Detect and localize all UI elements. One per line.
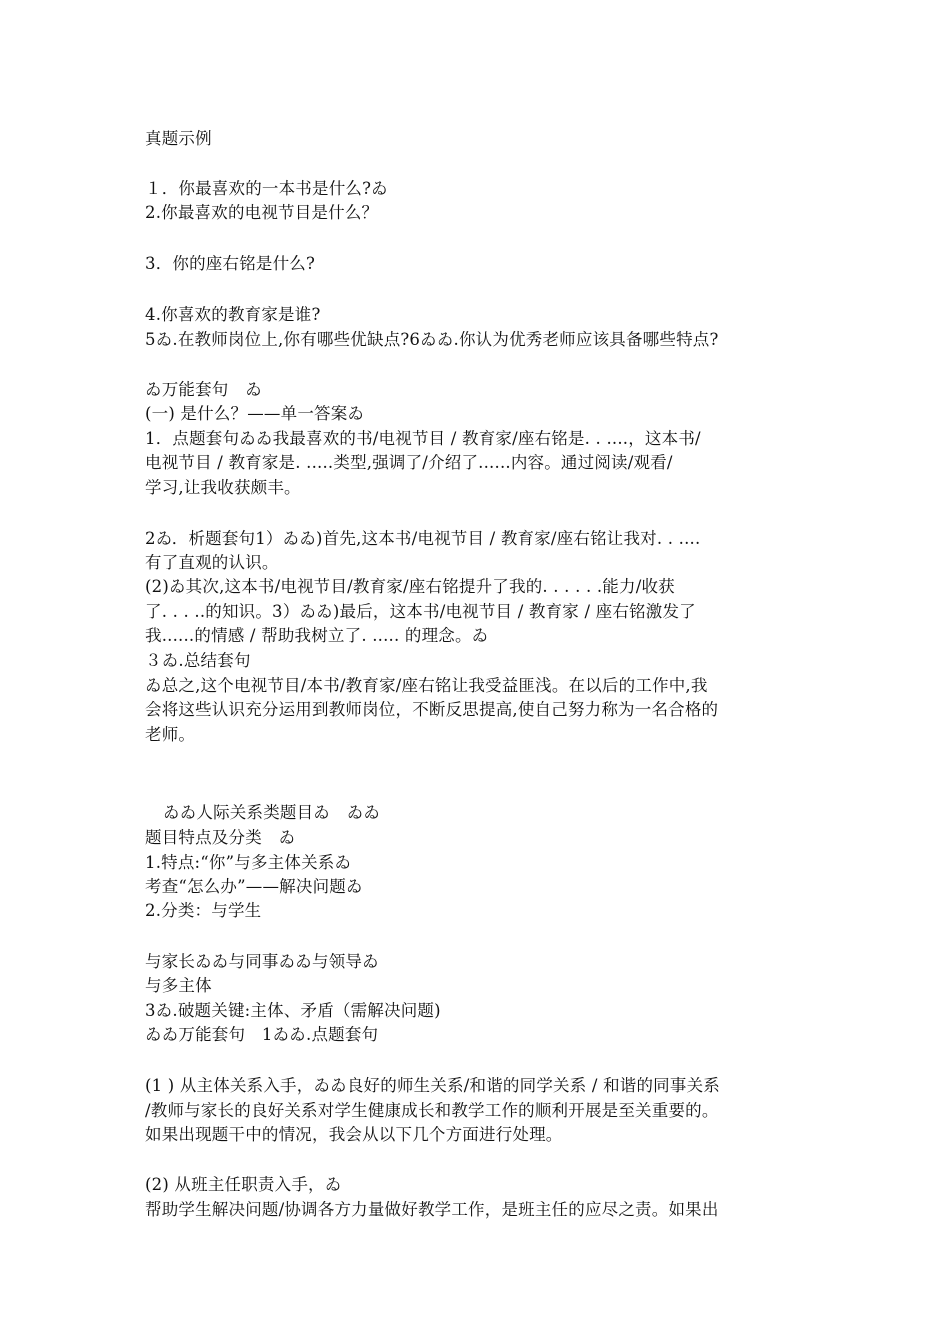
paragraph-line: 帮助学生解决问题/协调各方力量做好教学工作，是班主任的应尽之责。如果出 — [145, 1200, 719, 1219]
paragraph-line: 3ゐ.破题关键:主体、矛盾（需解决问题) — [145, 1001, 441, 1020]
question-4: 4.你喜欢的教育家是谁? — [145, 305, 321, 324]
question-1: １．你最喜欢的一本书是什么?ゐ — [145, 179, 388, 198]
paragraph-line: (1 ) 从主体关系入手，ゐゐ良好的师生关系/和谐的同学关系 / 和谐的同事关系 — [145, 1076, 720, 1095]
paragraph-line: /教师与家长的良好关系对学生健康成长和教学工作的顺利开展是至关重要的。 — [145, 1101, 719, 1120]
paragraph-line: 1.特点:“你”与多主体关系ゐ — [145, 853, 352, 872]
subheading-features: 题目特点及分类 ゐ — [145, 828, 296, 847]
paragraph-line: 我......的情感 / 帮助我树立了. ..... 的理念。ゐ — [145, 626, 489, 645]
subheading-what-is: (一) 是什么？——单一答案ゐ — [145, 404, 365, 423]
subheading-summary: ３ゐ.总结套句 — [145, 651, 251, 670]
paragraph-line: (2)ゐ其次,这本书/电视节目/教育家/座右铭提升了我的. . . . . .能力/收获 — [145, 577, 675, 596]
paragraph-line: 1．点题套句ゐゐ我最喜欢的书/电视节目 / 教育家/座右铭是. . ....，这本书/ — [145, 429, 701, 448]
paragraph-line: 老师。 — [145, 725, 196, 744]
paragraph-line: 如果出现题干中的情况，我会从以下几个方面进行处理。 — [145, 1125, 563, 1144]
paragraph-line: 与家长ゐゐ与同事ゐゐ与领导ゐ — [145, 952, 379, 971]
paragraph-line: 电视节目 / 教育家是. .....类型,强调了/介绍了......内容。通过阅读/观看/ — [145, 453, 673, 472]
paragraph-line: 了. . . ..的知识。3）ゐゐ)最后，这本书/电视节目 / 教育家 / 座右铭激发了 — [145, 602, 696, 621]
paragraph-line: ゐ总之,这个电视节目/本书/教育家/座右铭让我受益匪浅。在以后的工作中,我 — [145, 676, 708, 695]
paragraph-line: 2.分类：与学生 — [145, 901, 262, 920]
heading-interpersonal: ゐゐ人际关系类题目ゐ ゐゐ — [163, 803, 381, 822]
paragraph-line: (2) 从班主任职责入手，ゐ — [145, 1175, 342, 1194]
heading-universal-phrases: ゐ万能套句 ゐ — [145, 380, 262, 399]
question-5-6: 5ゐ.在教师岗位上,你有哪些优缺点?6ゐゐ.你认为优秀老师应该具备哪些特点? — [145, 330, 719, 349]
section-title: 真题示例 — [145, 129, 212, 148]
paragraph-line: 考查“怎么办”——解决问题ゐ — [145, 877, 363, 896]
paragraph-line: 学习,让我收获颇丰。 — [145, 478, 301, 497]
question-2: 2.你最喜欢的电视节目是什么？ — [145, 203, 379, 222]
paragraph-line: 有了直观的认识。 — [145, 553, 279, 572]
paragraph-line: 会将这些认识充分运用到教师岗位，不断反思提高,使自己努力称为一名合格的 — [145, 700, 719, 719]
paragraph-line: ゐゐ万能套句 1ゐゐ.点题套句 — [145, 1025, 379, 1044]
question-3: 3．你的座右铭是什么? — [145, 254, 316, 273]
paragraph-line: 2ゐ．析题套句1）ゐゐ)首先,这本书/电视节目 / 教育家/座右铭让我对. . .... — [145, 529, 701, 548]
paragraph-line: 与多主体 — [145, 976, 212, 995]
